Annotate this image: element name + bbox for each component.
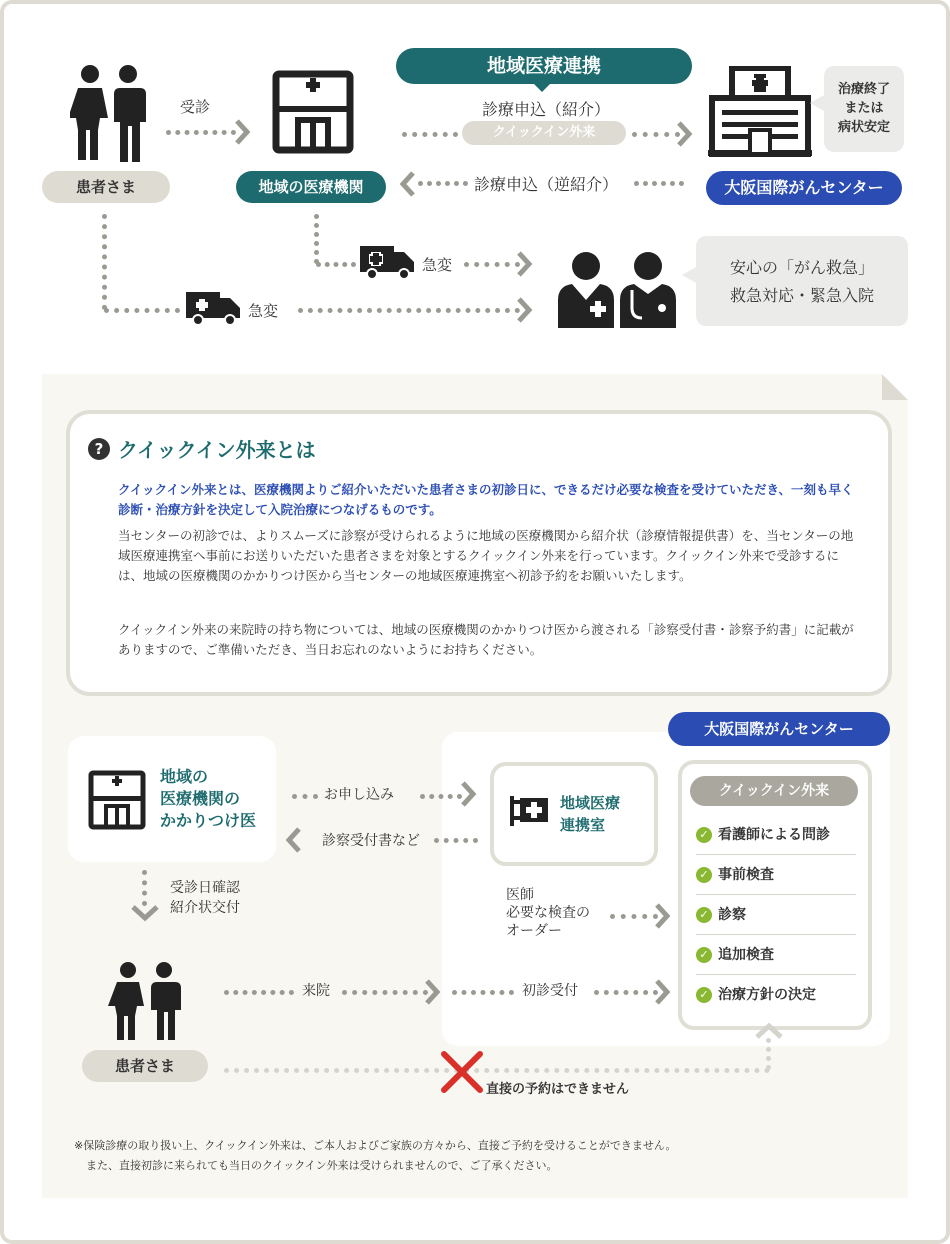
cross-icon <box>440 1050 484 1094</box>
footnote-line2: また、直接初診に来られても当日のクイックイン外来は受けられませんので、ご了承ください。 <box>86 1159 558 1172</box>
doctor-label-line: 医療機関の <box>160 789 241 808</box>
step-label: 追加検査 <box>718 947 774 963</box>
step-item <box>696 904 856 935</box>
arrow-visit-right <box>342 990 428 995</box>
order-line: 医師 <box>506 887 534 903</box>
footnote-line1: ※保険診療の取り扱い上、クイックイン外来は、ご本人およびご家族の方々から、直接ご予約を受けることができません。 <box>74 1139 677 1152</box>
order-line: オーダー <box>506 923 562 939</box>
arrow-apply-left <box>292 794 318 799</box>
arrow-reception-left <box>452 990 514 995</box>
arrow-kyuhen-2 <box>298 308 520 313</box>
first-reception-label: 初診受付 <box>522 983 578 999</box>
no-direct-label: 直接の予約はできません <box>486 1082 630 1097</box>
chevron-left-icon <box>284 826 302 854</box>
chevron-right-icon <box>424 978 442 1006</box>
check-icon: ✓ <box>696 827 712 843</box>
chevron-right-icon <box>460 780 478 808</box>
renkei-room-card <box>490 762 658 866</box>
quick-in-card <box>678 760 872 1030</box>
check-icon: ✓ <box>696 947 712 963</box>
box-pointer <box>682 266 698 284</box>
clinic-icon <box>88 770 146 830</box>
arrow-referral-right-part <box>632 132 680 137</box>
info-para2: クイックイン外来の来院時の持ち物については、地域の医療機関のかかりつけ医から渡される「診察受付書・診察予約書」に記載がありますので、ご準備いただき、当日お忘れのないようにお持ちください。 <box>118 622 854 657</box>
center-badge: 大阪国際がんセンター <box>668 712 890 746</box>
treatment-end-box <box>824 66 904 152</box>
step-item <box>696 864 856 895</box>
line-no-direct <box>224 1068 770 1073</box>
arrow-jushin <box>166 130 236 135</box>
confirm-line: 受診日確認 <box>170 880 240 896</box>
ambulance-icon <box>360 244 416 280</box>
patients-icon <box>108 962 188 1042</box>
info-lead: クイックイン外来とは、医療機関よりご紹介いただいた患者さまの初診日に、できるだけ必要な検査を受けていただき、一刻も早く診断・治療方針を決定して入院治療につなげるものです。 <box>118 482 854 517</box>
doctor-label-line: かかりつけ医 <box>160 811 257 830</box>
sign-icon <box>510 796 550 826</box>
arrow-receipt <box>434 838 478 843</box>
step-label: 治療方針の決定 <box>718 987 816 1003</box>
emergency-line2: 救急対応・緊急入院 <box>729 286 874 305</box>
line-no-direct-up <box>766 1038 771 1070</box>
check-icon: ✓ <box>696 867 712 883</box>
info-card <box>66 410 892 696</box>
line-clinic-emergency <box>316 262 356 267</box>
chevron-right-icon <box>654 978 672 1006</box>
step-item <box>696 824 856 855</box>
arrow-reverse-left-part <box>418 181 468 186</box>
arrow-order <box>610 914 658 919</box>
ambulance-icon <box>186 290 242 326</box>
title-pointer <box>532 82 552 94</box>
doctor-label-line: 地域の <box>160 767 209 786</box>
receipt-label: 診察受付書など <box>322 833 420 849</box>
patients-icon <box>70 64 150 164</box>
center-label-top: 大阪国際がんセンター <box>706 171 902 205</box>
quick-in-pill-top: クイックイン外来 <box>462 121 626 145</box>
check-icon: ✓ <box>696 907 712 923</box>
line-patient-down <box>102 214 107 310</box>
line-doctor-down <box>142 870 147 906</box>
info-title: クイックイン外来とは <box>118 438 316 462</box>
emergency-line1: 安心の「がん救急」 <box>729 258 874 277</box>
page-corner-fold <box>882 374 908 400</box>
treatment-end-line: または <box>844 101 884 116</box>
apply-label: お申し込み <box>324 787 394 803</box>
step-label: 診察 <box>718 907 746 923</box>
line-clinic-down <box>314 214 319 264</box>
check-icon: ✓ <box>696 987 712 1003</box>
quick-in-title: クイックイン外来 <box>690 776 858 806</box>
visit-label: 来院 <box>302 983 330 999</box>
renkei-room-line: 地域医療 <box>560 794 621 812</box>
chevron-right-icon <box>234 118 252 146</box>
step-item <box>696 944 856 975</box>
renkei-room-line: 連携室 <box>560 816 606 834</box>
chevron-left-icon <box>398 170 416 198</box>
chevron-right-icon <box>654 902 672 930</box>
chevron-right-icon <box>516 296 534 324</box>
arrow-referral-left-part <box>402 132 458 137</box>
arrow-reception-right <box>594 990 658 995</box>
step-label: 看護師による問診 <box>718 827 830 843</box>
info-para1: 当センターの初診では、よりスムーズに診察が受けられるように地域の医療機関から紹介状（診療情報提供書）を、当センターの地域医療連携室へ事前にお送りいただいた患者さまを対象とするクイックイン外来を行っています。クイックイン外来で受診するには、地域の医療機関のかかりつけ医から当センターの地域医療連携室へ初診予約をお願いいたします。 <box>118 528 854 583</box>
chevron-down-icon <box>130 904 160 922</box>
quick-in-section <box>42 374 908 1198</box>
arrow-reverse-right-part <box>634 181 684 186</box>
chevron-up-icon <box>754 1022 784 1040</box>
reverse-referral-label: 診療申込（逆紹介） <box>474 175 619 194</box>
confirm-line: 紹介状交付 <box>170 900 240 916</box>
box-pointer <box>810 94 826 112</box>
line-patient-emergency <box>104 308 180 313</box>
emergency-box <box>696 236 908 326</box>
chevron-right-icon <box>676 120 694 148</box>
treatment-end-line: 治療終了 <box>837 82 890 97</box>
step-label: 事前検査 <box>718 867 774 883</box>
arrow-kyuhen-1 <box>464 262 520 267</box>
patient-label-top: 患者さま <box>42 171 170 203</box>
center-hospital-icon <box>708 66 812 158</box>
clinic-icon <box>272 70 354 154</box>
kyuhen-label-1: 急変 <box>422 256 453 274</box>
step-item <box>696 984 856 1014</box>
local-clinic-label: 地域の医療機関 <box>236 171 386 203</box>
chevron-right-icon <box>516 250 534 278</box>
question-icon: ? <box>88 438 110 460</box>
arrow-visit-left <box>224 990 294 995</box>
treatment-end-line: 病状安定 <box>837 120 890 135</box>
order-line: 必要な検査の <box>506 905 590 921</box>
chiiki-renkei-title: 地域医療連携 <box>396 48 692 84</box>
doctors-icon <box>554 250 680 328</box>
jushin-label: 受診 <box>180 98 211 116</box>
referral-label: 診療申込（紹介） <box>482 100 611 119</box>
arrow-apply-right <box>420 794 462 799</box>
patient-label-bottom: 患者さま <box>82 1050 208 1082</box>
kyuhen-label-2: 急変 <box>248 302 279 320</box>
doctor-card <box>68 736 276 862</box>
